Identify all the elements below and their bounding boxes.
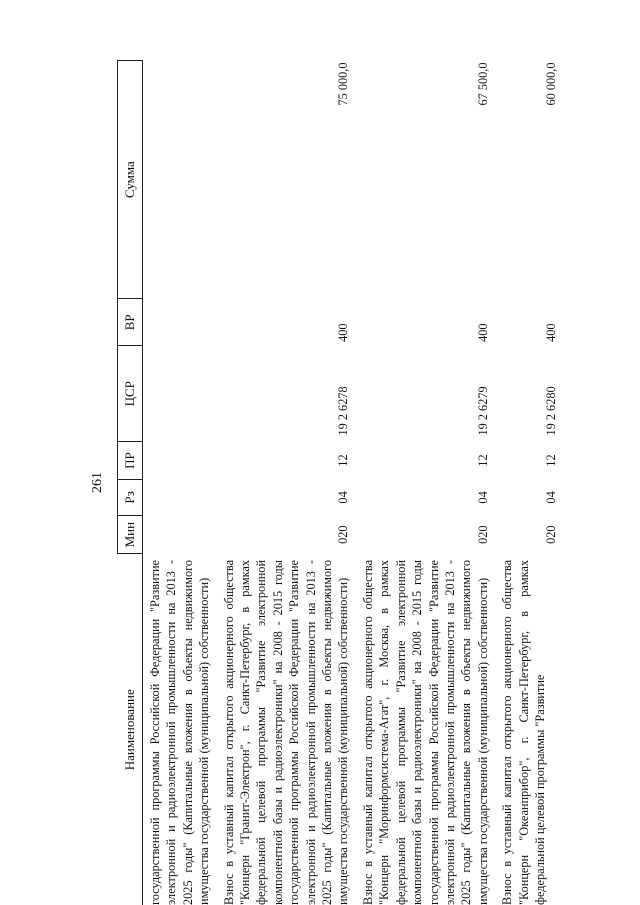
- row-csr: 19 2 6280: [544, 386, 559, 436]
- header-rz: Рз: [118, 480, 143, 516]
- row-rz: [143, 480, 217, 516]
- row-vr: 400: [475, 323, 490, 342]
- row-csr: [143, 346, 217, 442]
- table-row: [495, 61, 563, 905]
- table-row: [217, 61, 356, 905]
- row-pr: [143, 442, 217, 480]
- header-sum: Сумма: [118, 61, 143, 299]
- row-vr: 400: [336, 323, 351, 342]
- row-name: Взнос в уставный капитал открытого акционерного общества "Концерн "Гранит-Электрон", г. Санкт-Петербург, в рамках федеральной целевой программы "Развитие электронной компонентной базы и радиоэлектроники" на 2008 - 2015 годы государственной программы Российской Федерации "Развитие электронной и радиоэлектронной промышленности на 2013 - 2025 годы" (Капитальные вложения в объекты недвижимого имущества государственной (муниципальной) собственности): [221, 559, 351, 905]
- budget-table: [117, 60, 564, 905]
- header-vr: ВР: [118, 299, 143, 346]
- row-min: [143, 515, 217, 554]
- row-pr: 12: [336, 454, 351, 467]
- row-rz: 04: [336, 491, 351, 504]
- rotated-page-content: [70, 60, 590, 905]
- table-header-row: [118, 61, 143, 905]
- row-name: Взнос в уставный капитал открытого акционерного общества "Концерн "Океанприбор", г. Санкт-Петербург, в рамках федеральной целевой программы "Развитие: [500, 559, 547, 905]
- row-min: 020: [544, 525, 559, 544]
- row-vr: 400: [544, 323, 559, 342]
- row-min: 020: [336, 525, 351, 544]
- row-sum: 60 000,0: [544, 62, 559, 106]
- page-number: [90, 60, 106, 905]
- table-row: [356, 61, 495, 905]
- header-name: Наименование: [118, 554, 143, 905]
- row-rz: 04: [475, 491, 490, 504]
- row-sum: 75 000,0: [336, 62, 351, 106]
- header-min: Мин: [118, 515, 143, 554]
- row-name: государственной программы Российской Федерации "Развитие электронной и радиоэлектронной промышленности на 2013 - 2025 годы" (Капитальные вложения в объекты недвижимого имущества государственной (муниципальной) собственности): [148, 559, 212, 905]
- header-pr: ПР: [118, 442, 143, 480]
- row-pr: 12: [475, 454, 490, 467]
- header-csr: ЦСР: [118, 346, 143, 442]
- row-min: 020: [475, 525, 490, 544]
- row-pr: 12: [544, 454, 559, 467]
- row-sum: [143, 61, 217, 299]
- row-csr: 19 2 6279: [475, 386, 490, 436]
- row-sum: 67 500,0: [475, 62, 490, 106]
- row-vr: [143, 299, 217, 346]
- row-name: Взнос в уставный капитал открытого акционерного общества "Концерн "Моринформсистема-Агат", г. Москва, в рамках федеральной целевой программы "Развитие электронной компонентной базы и радиоэлектроники" на 2008 - 2015 годы государственной программы Российской Федерации "Развитие электронной и радиоэлектронной промышленности на 2013 - 2025 годы" (Капитальные вложения в объекты недвижимого имущества государственной (муниципальной) собственности): [360, 559, 490, 905]
- page-number-text: 261: [90, 472, 105, 493]
- row-rz: 04: [544, 491, 559, 504]
- row-csr: 19 2 6278: [336, 386, 351, 436]
- table-row: [143, 61, 217, 905]
